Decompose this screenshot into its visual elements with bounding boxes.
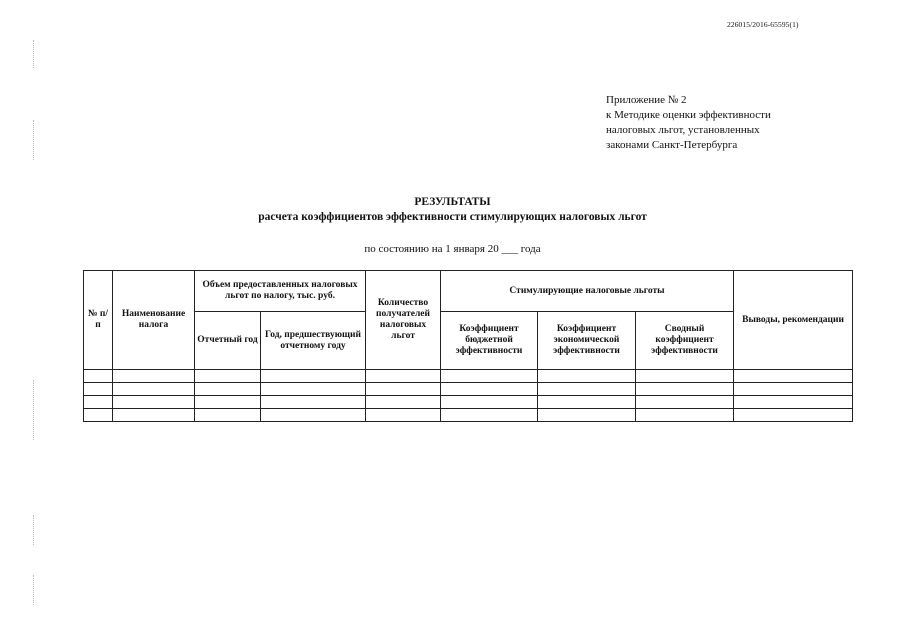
table-cell (734, 383, 853, 396)
table-cell (441, 370, 538, 383)
table-cell (113, 396, 195, 409)
table-cell (636, 383, 734, 396)
header-stimulating-benefits: Стимулирующие налоговые льготы (441, 271, 734, 312)
header-recipients-count: Количество получателей налоговых льгот (366, 271, 441, 370)
table-cell (636, 396, 734, 409)
title-heading: РЕЗУЛЬТАТЫ (414, 196, 491, 208)
table-cell (84, 409, 113, 422)
appendix-line: законами Санкт-Петербурга (606, 139, 738, 151)
table-cell (195, 383, 261, 396)
table-cell (84, 383, 113, 396)
table-cell (366, 409, 441, 422)
table-cell (636, 370, 734, 383)
table-cell (195, 370, 261, 383)
table-cell (734, 396, 853, 409)
table-cell (366, 370, 441, 383)
table-cell (366, 396, 441, 409)
document-number: 226015/2016-65595(1) (727, 20, 799, 29)
table-cell (538, 370, 636, 383)
appendix-line: Приложение № 2 (606, 94, 687, 106)
header-conclusions: Выводы, рекомендации (734, 271, 853, 370)
margin-dots (33, 515, 36, 545)
appendix-line: налоговых льгот, установленных (606, 124, 760, 136)
table-cell (734, 370, 853, 383)
table-row (84, 383, 853, 396)
table-cell (538, 409, 636, 422)
table-cell (84, 370, 113, 383)
table-cell (261, 370, 366, 383)
header-number: № п/п (84, 271, 113, 370)
appendix-note (606, 93, 771, 153)
table-cell (261, 409, 366, 422)
appendix-line: к Методике оценки эффективности (606, 109, 771, 121)
table-cell (636, 409, 734, 422)
header-previous-year: Год, предшествующий отчетному году (261, 312, 366, 370)
margin-dots (33, 40, 36, 68)
header-budget-coefficient: Коэффициент бюджетной эффективности (441, 312, 538, 370)
table-cell (366, 383, 441, 396)
table-cell (84, 396, 113, 409)
header-summary-coefficient: Сводный коэффициент эффективности (636, 312, 734, 370)
title-subheading: расчета коэффициентов эффективности стимулирующих налоговых льгот (258, 211, 647, 223)
table-cell (195, 409, 261, 422)
document-title (0, 195, 905, 225)
table-cell (538, 383, 636, 396)
table-cell (538, 396, 636, 409)
table-cell (441, 409, 538, 422)
table-cell (441, 383, 538, 396)
results-table (83, 270, 853, 422)
table-row (84, 370, 853, 383)
table-cell (113, 370, 195, 383)
margin-dots (33, 575, 36, 605)
table-cell (734, 409, 853, 422)
table-cell (113, 383, 195, 396)
table-body (84, 370, 853, 422)
header-economic-coefficient: Коэффициент экономической эффективности (538, 312, 636, 370)
table-cell (113, 409, 195, 422)
table-row (84, 409, 853, 422)
header-tax-name: Наименование налога (113, 271, 195, 370)
table-cell (195, 396, 261, 409)
header-benefit-volume: Объем предоставленных налоговых льгот по налогу, тыс. руб. (195, 271, 366, 312)
as-of-date: по состоянию на 1 января 20 ___ года (364, 243, 541, 255)
table-cell (261, 383, 366, 396)
table-row (84, 396, 853, 409)
margin-dots (33, 380, 36, 440)
margin-dots (33, 120, 36, 160)
header-reporting-year: Отчетный год (195, 312, 261, 370)
table-cell (441, 396, 538, 409)
table-cell (261, 396, 366, 409)
